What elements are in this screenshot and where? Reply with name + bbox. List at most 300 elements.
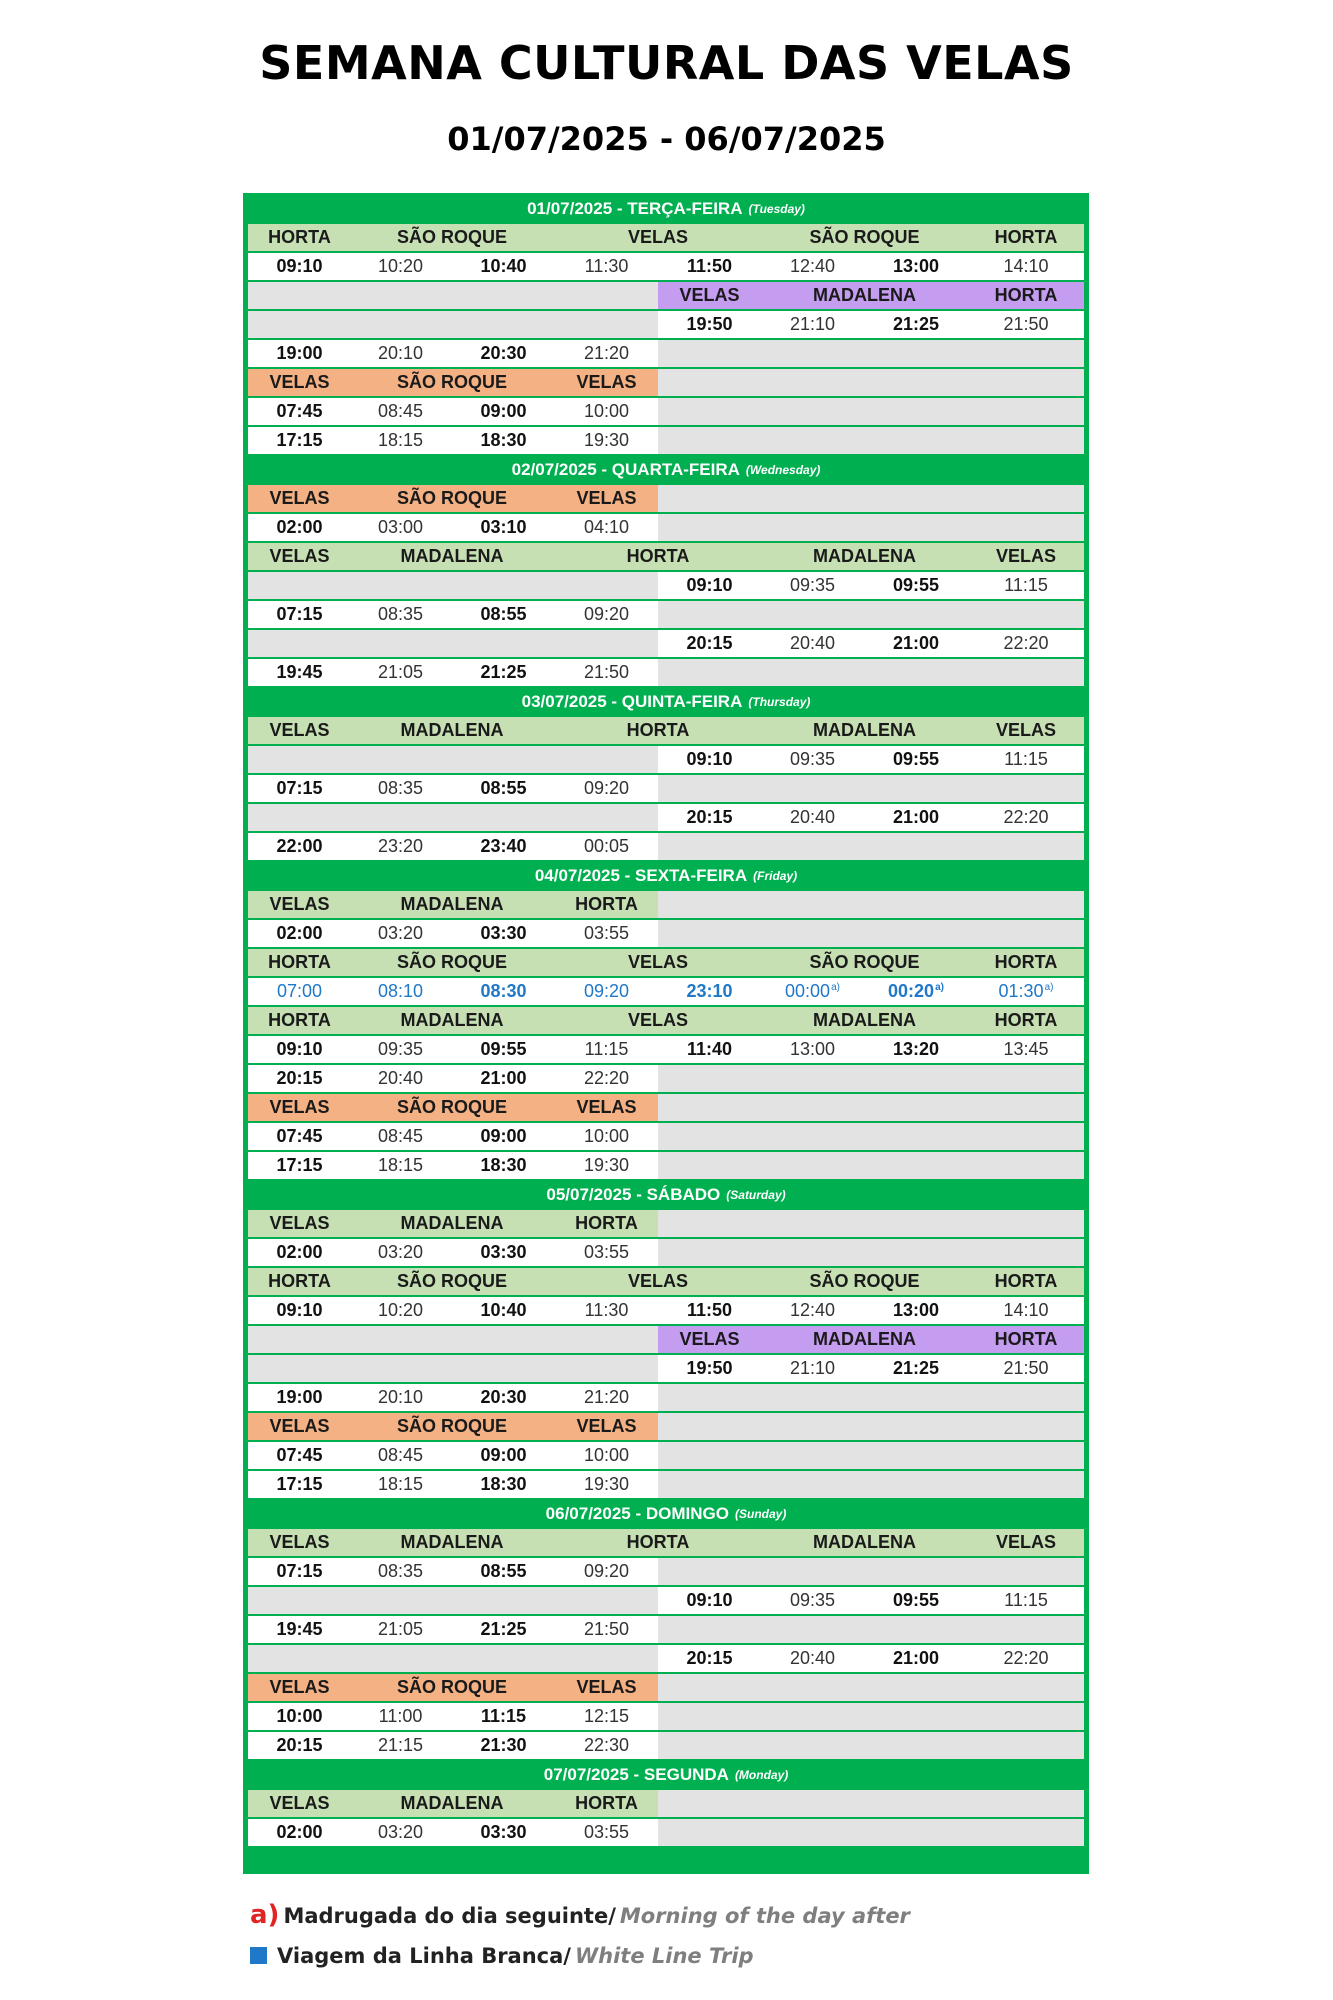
empty-cell — [658, 1094, 1084, 1121]
empty-cell — [248, 746, 658, 773]
time-cell — [452, 978, 555, 1005]
time-cell — [864, 804, 968, 831]
station-name: VELAS — [576, 1097, 637, 1117]
time-cell — [968, 1355, 1084, 1382]
time-cell — [248, 1819, 351, 1846]
time-cell — [761, 572, 864, 599]
station-name: MADALENA — [400, 1793, 504, 1813]
station-header — [555, 891, 658, 918]
time-cell — [864, 978, 968, 1005]
time-value: 21:25 — [480, 662, 527, 682]
time-value: 07:15 — [276, 778, 323, 798]
time-cell — [248, 427, 351, 454]
time-cell — [864, 630, 968, 657]
station-name: HORTA — [994, 1271, 1058, 1291]
time-cell — [349, 601, 452, 628]
station-name: MADALENA — [813, 720, 916, 740]
time-cell — [349, 775, 452, 802]
time-value: 09:55 — [892, 749, 940, 769]
time-value: 02:00 — [276, 923, 323, 943]
empty-cell — [658, 1384, 1084, 1411]
station-header — [349, 1674, 555, 1701]
time-cell — [555, 1819, 658, 1846]
station-header — [349, 1413, 555, 1440]
day-label: 04/07/2025 - SEXTA-FEIRA — [534, 865, 748, 885]
empty-cell — [658, 1413, 1084, 1440]
time-value: 22:20 — [1003, 633, 1049, 653]
time-value: 09:10 — [686, 575, 733, 595]
station-header — [248, 1413, 351, 1440]
time-cell — [864, 1645, 968, 1672]
time-value: 13:00 — [892, 256, 940, 276]
time-cell — [349, 340, 452, 367]
station-header — [761, 717, 968, 744]
time-value: 20:30 — [480, 343, 527, 363]
empty-cell — [658, 1471, 1084, 1498]
time-value: 07:45 — [276, 1126, 323, 1146]
time-value: 21:00 — [892, 807, 940, 827]
day-header — [243, 1761, 1089, 1788]
empty-cell — [658, 601, 1084, 628]
empty-cell — [658, 369, 1084, 396]
time-value: 18:30 — [480, 430, 527, 450]
time-cell — [452, 1239, 555, 1266]
station-header — [349, 891, 555, 918]
time-value: 09:55 — [892, 575, 940, 595]
time-value: 08:45 — [377, 1126, 424, 1146]
station-header — [349, 1529, 555, 1556]
time-value: 09:10 — [276, 1300, 323, 1320]
time-value: 20:40 — [377, 1068, 424, 1088]
time-value: 07:45 — [276, 401, 323, 421]
empty-cell — [658, 1123, 1084, 1150]
time-value: 19:45 — [276, 662, 323, 682]
station-name: VELAS — [269, 1097, 330, 1117]
time-cell — [349, 1471, 452, 1498]
time-value: 00:20 — [888, 981, 935, 1001]
time-value: 21:25 — [892, 1358, 940, 1378]
time-cell — [349, 1616, 452, 1643]
time-cell — [658, 572, 761, 599]
time-cell — [452, 775, 555, 802]
time-value: 03:20 — [377, 923, 424, 943]
station-name: VELAS — [576, 488, 637, 508]
time-value: 22:20 — [583, 1068, 630, 1088]
time-value: 09:20 — [583, 1561, 630, 1581]
station-name: MADALENA — [813, 546, 916, 566]
station-header — [349, 1007, 555, 1034]
time-cell — [248, 1152, 351, 1179]
time-cell — [452, 659, 555, 686]
day-label-en: (Sunday) — [734, 1506, 787, 1521]
station-header — [968, 949, 1084, 976]
station-header — [349, 949, 555, 976]
time-cell — [658, 253, 761, 280]
time-cell — [555, 601, 658, 628]
time-value: 19:00 — [276, 343, 323, 363]
time-value: 18:15 — [377, 1155, 424, 1175]
empty-cell — [658, 1703, 1084, 1730]
time-value: 11:15 — [480, 1706, 527, 1726]
time-cell — [864, 1587, 968, 1614]
day-label: 07/07/2025 - SEGUNDA — [543, 1764, 729, 1784]
empty-cell — [658, 920, 1084, 947]
station-header — [968, 1529, 1084, 1556]
station-header — [968, 1326, 1084, 1353]
station-header — [349, 224, 555, 251]
time-value: 08:45 — [377, 401, 424, 421]
time-cell — [452, 253, 555, 280]
station-header — [968, 282, 1084, 309]
time-cell — [248, 398, 351, 425]
station-header — [248, 543, 351, 570]
empty-cell — [658, 1152, 1084, 1179]
time-value: 09:00 — [480, 1445, 527, 1465]
time-cell — [968, 311, 1084, 338]
station-name: MADALENA — [813, 1329, 916, 1349]
time-cell — [349, 1239, 452, 1266]
empty-cell — [658, 1732, 1084, 1759]
station-header — [349, 717, 555, 744]
time-value: 19:00 — [276, 1387, 323, 1407]
time-value: 23:10 — [686, 981, 733, 1001]
time-value: 08:55 — [480, 604, 527, 624]
time-cell — [555, 398, 658, 425]
time-cell — [349, 1123, 452, 1150]
time-cell — [349, 1297, 452, 1324]
day-label-en: (Thursday) — [748, 694, 811, 709]
time-value: 03:30 — [480, 1242, 527, 1262]
empty-cell — [248, 630, 658, 657]
time-cell — [452, 1123, 555, 1150]
time-cell — [452, 1558, 555, 1585]
time-cell — [864, 1297, 968, 1324]
time-cell — [555, 1152, 658, 1179]
day-label-en: (Saturday) — [726, 1187, 786, 1202]
time-value: 14:10 — [1003, 1300, 1049, 1320]
time-cell — [349, 398, 452, 425]
station-name: VELAS — [269, 1416, 330, 1436]
time-cell — [349, 1152, 452, 1179]
time-value: 17:15 — [276, 430, 323, 450]
station-name: SÃO ROQUE — [809, 227, 920, 247]
time-cell — [248, 1297, 351, 1324]
station-header — [555, 717, 761, 744]
station-header — [248, 1094, 351, 1121]
time-value: 22:20 — [1003, 1648, 1049, 1668]
station-name: SÃO ROQUE — [396, 1677, 507, 1697]
time-cell — [658, 1355, 761, 1382]
day-label: 02/07/2025 - QUARTA-FEIRA — [511, 459, 740, 479]
time-cell — [658, 1297, 761, 1324]
schedule-table — [243, 193, 1089, 1874]
time-cell — [761, 311, 864, 338]
time-value: 10:20 — [377, 1300, 424, 1320]
time-cell — [555, 1703, 658, 1730]
time-cell — [349, 978, 452, 1005]
station-header — [555, 1007, 761, 1034]
station-name: VELAS — [269, 372, 330, 392]
station-name: VELAS — [627, 952, 688, 972]
station-header — [248, 485, 351, 512]
station-header — [658, 1326, 761, 1353]
time-cell — [452, 920, 555, 947]
day-label-en: (Friday) — [753, 868, 798, 883]
time-value: 21:25 — [892, 314, 940, 334]
empty-cell — [248, 1355, 658, 1382]
time-value: 09:00 — [480, 401, 527, 421]
legend-a-mark: a) — [250, 1900, 280, 1930]
time-cell — [248, 775, 351, 802]
time-value: 09:10 — [686, 1590, 733, 1610]
time-value: 07:15 — [276, 604, 323, 624]
day-header — [243, 862, 1089, 889]
time-cell — [761, 978, 864, 1005]
time-value: 21:00 — [480, 1068, 527, 1088]
station-header — [968, 543, 1084, 570]
day-label-en: (Tuesday) — [748, 201, 805, 216]
empty-cell — [658, 514, 1084, 541]
time-cell — [349, 1442, 452, 1469]
time-value: 20:40 — [789, 807, 836, 827]
time-cell — [452, 1065, 555, 1092]
time-cell — [968, 978, 1084, 1005]
empty-cell — [658, 1210, 1084, 1237]
station-header — [555, 224, 761, 251]
time-value: 10:00 — [583, 1445, 630, 1465]
time-cell — [968, 253, 1084, 280]
time-cell — [555, 920, 658, 947]
time-cell — [452, 1616, 555, 1643]
time-cell — [248, 1442, 351, 1469]
time-cell — [248, 253, 351, 280]
time-cell — [452, 398, 555, 425]
station-header — [968, 1007, 1084, 1034]
time-value: 10:00 — [276, 1706, 323, 1726]
time-cell — [555, 1036, 658, 1063]
time-value: 08:55 — [480, 1561, 527, 1581]
station-name: VELAS — [627, 1010, 688, 1030]
time-value: 04:10 — [583, 517, 630, 537]
station-name: MADALENA — [400, 1010, 504, 1030]
station-name: HORTA — [268, 1271, 331, 1291]
time-value: 22:00 — [276, 836, 323, 856]
station-header — [968, 1268, 1084, 1295]
empty-cell — [658, 1239, 1084, 1266]
time-value: 03:00 — [377, 517, 424, 537]
time-value: 08:10 — [377, 981, 424, 1001]
time-value: 20:30 — [480, 1387, 527, 1407]
time-cell — [761, 630, 864, 657]
station-name: VELAS — [576, 372, 637, 392]
time-cell — [555, 978, 658, 1005]
time-value: 11:15 — [584, 1039, 629, 1059]
time-value: 11:15 — [1004, 1590, 1048, 1610]
time-cell — [452, 601, 555, 628]
time-cell — [248, 1558, 351, 1585]
station-header — [248, 949, 351, 976]
empty-cell — [248, 1645, 658, 1672]
station-name: MADALENA — [813, 1532, 916, 1552]
station-name: HORTA — [994, 1010, 1058, 1030]
time-value: 12:40 — [789, 1300, 836, 1320]
time-cell — [248, 1471, 351, 1498]
time-cell — [761, 1036, 864, 1063]
station-name: SÃO ROQUE — [396, 1271, 507, 1291]
time-cell — [452, 1384, 555, 1411]
empty-cell — [658, 891, 1084, 918]
empty-cell — [658, 427, 1084, 454]
station-name: HORTA — [994, 952, 1058, 972]
time-value: 03:30 — [480, 923, 527, 943]
time-value: 21:00 — [892, 633, 940, 653]
time-cell — [349, 1036, 452, 1063]
station-name: HORTA — [575, 1213, 638, 1233]
legend-blue-text-en: White Line Trip — [574, 1944, 754, 1968]
time-value: 20:15 — [686, 807, 733, 827]
station-header — [248, 1529, 351, 1556]
time-value: 08:35 — [377, 778, 424, 798]
time-cell — [452, 1152, 555, 1179]
day-label-en: (Monday) — [734, 1767, 789, 1782]
time-cell — [452, 1297, 555, 1324]
station-name: MADALENA — [400, 1532, 504, 1552]
time-value: 21:25 — [480, 1619, 527, 1639]
empty-cell — [248, 282, 658, 309]
time-cell — [864, 253, 968, 280]
time-value: 11:30 — [584, 1300, 629, 1320]
time-cell — [349, 659, 452, 686]
time-cell — [248, 340, 351, 367]
time-value: 21:50 — [1003, 314, 1049, 334]
time-value: 03:20 — [377, 1822, 424, 1842]
time-value: 19:50 — [686, 314, 733, 334]
time-cell — [864, 572, 968, 599]
station-name: SÃO ROQUE — [396, 372, 507, 392]
station-header — [248, 1007, 351, 1034]
empty-cell — [658, 485, 1084, 512]
time-cell — [452, 1036, 555, 1063]
time-cell — [761, 1355, 864, 1382]
time-value: 10:40 — [480, 1300, 527, 1320]
time-cell — [349, 833, 452, 860]
time-value: 17:15 — [276, 1474, 323, 1494]
time-cell — [658, 1587, 761, 1614]
station-name: SÃO ROQUE — [809, 1271, 920, 1291]
time-value: 21:10 — [789, 1358, 836, 1378]
empty-cell — [658, 1674, 1084, 1701]
legend-blue-text: Viagem da Linha Branca/ — [277, 1944, 571, 1968]
day-header — [243, 1500, 1089, 1527]
empty-cell — [658, 775, 1084, 802]
time-cell — [864, 1355, 968, 1382]
station-header — [248, 1268, 351, 1295]
time-cell — [248, 920, 351, 947]
time-cell — [555, 1065, 658, 1092]
legend-a-text-en: Morning of the day after — [619, 1904, 910, 1928]
time-cell — [248, 1239, 351, 1266]
station-name: VELAS — [627, 1271, 688, 1291]
date-range: 01/07/2025 - 06/07/2025 — [447, 120, 886, 158]
time-value: 12:15 — [583, 1706, 630, 1726]
time-cell — [452, 340, 555, 367]
time-value: 09:55 — [892, 1590, 940, 1610]
empty-cell — [248, 1587, 658, 1614]
station-name: MADALENA — [400, 546, 504, 566]
station-header — [761, 949, 968, 976]
time-value: 08:35 — [377, 1561, 424, 1581]
time-cell — [761, 746, 864, 773]
station-header — [248, 891, 351, 918]
station-name: VELAS — [995, 546, 1056, 566]
time-cell — [658, 804, 761, 831]
time-cell — [248, 1065, 351, 1092]
time-cell — [555, 427, 658, 454]
time-value: 20:40 — [789, 1648, 836, 1668]
day-label: 06/07/2025 - DOMINGO — [545, 1503, 729, 1523]
time-cell — [968, 1036, 1084, 1063]
station-name: VELAS — [269, 1213, 330, 1233]
time-cell — [555, 1732, 658, 1759]
day-label: 05/07/2025 - SÁBADO — [546, 1184, 721, 1204]
station-name: SÃO ROQUE — [396, 227, 507, 247]
station-header — [761, 1326, 968, 1353]
station-name: HORTA — [268, 1010, 331, 1030]
day-label: 03/07/2025 - QUINTA-FEIRA — [521, 691, 743, 711]
station-name: HORTA — [626, 1532, 690, 1552]
time-cell — [555, 1384, 658, 1411]
next-day-mark: a) — [1044, 982, 1054, 993]
station-header — [349, 485, 555, 512]
day-header — [243, 195, 1089, 222]
station-header — [555, 485, 658, 512]
time-value: 21:20 — [583, 343, 630, 363]
empty-cell — [658, 1442, 1084, 1469]
time-cell — [968, 1645, 1084, 1672]
time-cell — [968, 746, 1084, 773]
empty-cell — [248, 572, 658, 599]
time-cell — [452, 1471, 555, 1498]
station-name: HORTA — [994, 1329, 1058, 1349]
time-value: 11:50 — [686, 1300, 733, 1320]
station-name: MADALENA — [813, 1010, 916, 1030]
time-value: 10:00 — [583, 401, 630, 421]
time-value: 21:05 — [377, 662, 424, 682]
station-name: HORTA — [626, 546, 690, 566]
time-value: 18:15 — [377, 430, 424, 450]
time-cell — [555, 1442, 658, 1469]
time-value: 14:10 — [1003, 256, 1049, 276]
time-value: 11:40 — [686, 1039, 733, 1059]
time-value: 13:20 — [892, 1039, 940, 1059]
legend-a-text: Madrugada do dia seguinte/ — [283, 1904, 616, 1928]
time-value: 19:50 — [686, 1358, 733, 1378]
time-cell — [248, 1384, 351, 1411]
time-cell — [452, 1442, 555, 1469]
time-value: 20:10 — [377, 1387, 424, 1407]
time-cell — [968, 804, 1084, 831]
time-cell — [658, 978, 761, 1005]
station-header — [555, 1529, 761, 1556]
time-value: 21:50 — [1003, 1358, 1049, 1378]
time-value: 22:30 — [583, 1735, 630, 1755]
station-name: VELAS — [679, 1329, 740, 1349]
time-cell — [864, 311, 968, 338]
station-header — [761, 1529, 968, 1556]
station-name: VELAS — [269, 1677, 330, 1697]
time-cell — [555, 1123, 658, 1150]
time-value: 03:55 — [583, 1822, 630, 1842]
